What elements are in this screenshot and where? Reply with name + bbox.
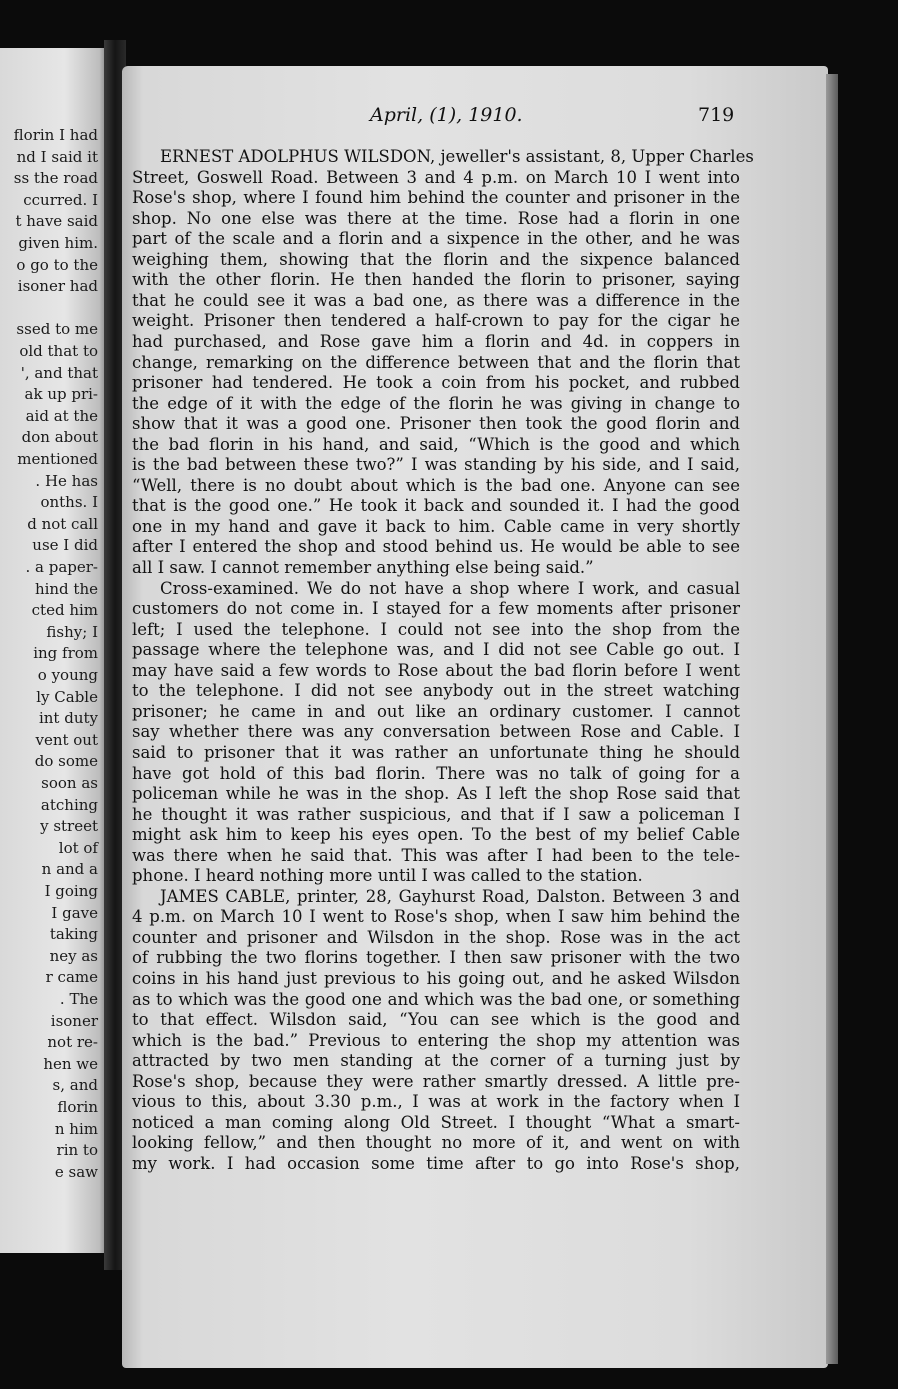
left-page-line: atching xyxy=(40,795,98,814)
text-line: to that effect. Wilsdon said, “You can see which is the good and xyxy=(132,1010,740,1030)
text-line: show that it was a good one. Prisoner then took the good florin and xyxy=(132,414,740,434)
text-line: Cross-examined. We do not have a shop where I work, and casual xyxy=(160,578,740,598)
left-page-line: mentioned xyxy=(17,450,98,468)
left-page-line: o young xyxy=(37,666,98,684)
text-line: of rubbing the two florins together. I then saw prisoner with the two xyxy=(132,948,740,968)
left-page-line: florin xyxy=(57,1098,98,1116)
text-line: policeman while he was in the shop. As I left the shop Rose said that xyxy=(132,784,740,804)
text-line: prisoner had tendered. He took a coin from his pocket, and rubbed xyxy=(132,373,740,393)
text-line: which is the bad.” Previous to entering the shop my attention was xyxy=(132,1030,740,1050)
text-line: customers do not come in. I stayed for a few moments after prisoner xyxy=(132,599,740,619)
text-line: vious to this, about 3.30 p.m., I was at work in the factory when I xyxy=(132,1092,740,1112)
text-line: is the bad between these two?” I was standing by his side, and I said, xyxy=(132,455,740,475)
text-line: JAMES CABLE, printer, 28, Gayhurst Road, Dalston. Between 3 and xyxy=(160,886,740,906)
left-page-line: aid at the xyxy=(25,406,98,425)
text-line: looking fellow,” and then thought no more of it, and went on with xyxy=(132,1133,740,1153)
left-page-line: ing from xyxy=(33,644,98,663)
left-page-line: vent out xyxy=(35,730,98,749)
text-line: say whether there was any conversation between Rose and Cable. I xyxy=(132,722,740,742)
left-page-line: ly Cable xyxy=(36,687,98,706)
left-page-line: don about xyxy=(21,428,98,447)
left-page-line: florin I had xyxy=(13,126,98,144)
text-line: change, remarking on the difference between that and the florin that xyxy=(132,352,740,372)
text-line: the bad florin in his hand, and said, “Which is the good and which xyxy=(132,434,740,454)
text-line: weighing them, showing that the florin and the sixpence balanced xyxy=(132,249,740,269)
text-line: might ask him to keep his eyes open. To the best of my belief Cable xyxy=(132,825,740,845)
left-page-line: n him xyxy=(54,1119,98,1138)
left-page-line: t have said xyxy=(15,212,98,231)
left-page xyxy=(0,48,108,1253)
text-line: as to which was the good one and which was the bad one, or something xyxy=(132,989,740,1009)
left-page-line: old that to xyxy=(19,342,98,360)
page-edge xyxy=(826,74,838,1364)
left-page-line: hen we xyxy=(43,1054,98,1073)
text-line: have got hold of this bad florin. There was no talk of going for a xyxy=(132,763,740,783)
text-line: passage where the telephone was, and I did not see Cable go out. I xyxy=(132,640,740,660)
text-line: “Well, there is no doubt about which is the bad one. Anyone can see xyxy=(132,475,740,495)
left-page-line: ccurred. I xyxy=(23,190,98,209)
left-page-line: nd I said it xyxy=(16,147,98,166)
text-line: part of the scale and a florin and a sixpence in the other, and he was xyxy=(132,229,740,249)
left-page-line: s, and xyxy=(52,1076,98,1095)
text-line: attracted by two men standing at the corner of a turning just by xyxy=(132,1051,740,1071)
left-page-line: I gave xyxy=(51,903,98,922)
text-line: to the telephone. I did not see anybody out in the street watching xyxy=(132,681,740,701)
text-line: noticed a man coming along Old Street. I thought “What a smart- xyxy=(132,1112,740,1132)
text-line: phone. I heard nothing more until I was called to the station. xyxy=(132,866,643,886)
text-line: may have said a few words to Rose about the bad florin before I went xyxy=(132,660,740,680)
left-page-line: onths. I xyxy=(40,493,98,512)
left-page-line: o go to the xyxy=(16,255,98,274)
text-line: left; I used the telephone. I could not see into the shop from the xyxy=(132,619,740,639)
left-page-line: rin to xyxy=(56,1141,98,1160)
left-page-line: . He has xyxy=(35,471,98,490)
left-page-line: soon as xyxy=(41,774,98,792)
running-title: April, (1), 1910. xyxy=(370,104,523,126)
text-line: shop. No one else was there at the time. Rose had a florin in one xyxy=(132,208,740,228)
text-line: one in my hand and gave it back to him. Cable came in very shortly xyxy=(132,516,740,536)
text-line: was there when he said that. This was after I had been to the tele- xyxy=(132,845,740,865)
left-page-line: fishy; I xyxy=(46,622,98,641)
left-page-line: r came xyxy=(45,968,98,987)
text-line: weight. Prisoner then tendered a half-crown to pay for the cigar he xyxy=(132,311,740,331)
text-line: Rose's shop, where I found him behind the counter and prisoner in the xyxy=(132,188,740,208)
left-page-line: . The xyxy=(59,990,98,1008)
text-line: 4 p.m. on March 10 I went to Rose's shop, when I saw him behind the xyxy=(132,907,740,927)
left-page-line: taking xyxy=(49,925,98,944)
left-page-line: n and a xyxy=(41,860,98,879)
text-line: had purchased, and Rose gave him a florin and 4d. in coppers in xyxy=(132,331,740,351)
left-page-line: given him. xyxy=(18,234,98,252)
left-page-line: . a paper- xyxy=(25,558,98,576)
left-page-line: isoner xyxy=(50,1011,98,1030)
left-page-line: do some xyxy=(34,752,98,771)
text-line: that he could see it was a bad one, as there was a difference in the xyxy=(132,290,740,310)
page-number: 719 xyxy=(698,104,735,126)
text-line: counter and prisoner and Wilsdon in the shop. Rose was in the act xyxy=(132,927,740,947)
text-line: ERNEST ADOLPHUS WILSDON, jeweller's assistant, 8, Upper Charles xyxy=(160,147,754,166)
left-page-line: hind the xyxy=(34,579,98,598)
text-line: after I entered the shop and stood behind us. He would be able to see xyxy=(132,537,740,557)
left-page-line: cted him xyxy=(31,601,98,620)
left-page-line: d not call xyxy=(27,514,98,533)
text-line: he thought it was rather suspicious, and that if I saw a policeman I xyxy=(132,804,740,824)
left-page-line: y street xyxy=(40,817,98,836)
text-line: Street, Goswell Road. Between 3 and 4 p.m. on March 10 I went into xyxy=(132,167,740,187)
text-line: Rose's shop, because they were rather smartly dressed. A little pre- xyxy=(132,1071,740,1091)
left-page-line: I going xyxy=(44,882,98,900)
left-page-line: ssed to me xyxy=(16,320,98,339)
left-page-line: not re- xyxy=(47,1033,98,1052)
left-page-line: int duty xyxy=(38,709,98,728)
left-page-line: ney as xyxy=(49,946,98,965)
left-page-line: e saw xyxy=(54,1162,98,1181)
left-page-line: use I did xyxy=(32,536,98,555)
text-line: coins in his hand just previous to his going out, and he asked Wilsdon xyxy=(132,969,740,988)
text-line: the edge of it with the edge of the florin he was giving in change to xyxy=(132,393,740,413)
left-page-line: lot of xyxy=(58,838,98,857)
left-page-line: ', and that xyxy=(20,363,98,382)
text-line: prisoner; he came in and out like an ordinary customer. I cannot xyxy=(132,701,740,721)
text-line: with the other florin. He then handed the florin to prisoner, saying xyxy=(132,270,740,290)
left-page-line: isoner had xyxy=(17,277,98,296)
left-page-line: ss the road xyxy=(13,169,98,188)
text-line: my work. I had occasion some time after to go into Rose's shop, xyxy=(132,1153,740,1173)
text-line: said to prisoner that it was rather an unfortunate thing he should xyxy=(132,742,740,762)
text-line: that is the good one.” He took it back and sounded it. I had the good xyxy=(132,496,740,516)
text-line: all I saw. I cannot remember anything else being said.” xyxy=(132,558,594,577)
left-page-line: ak up pri- xyxy=(24,385,98,404)
